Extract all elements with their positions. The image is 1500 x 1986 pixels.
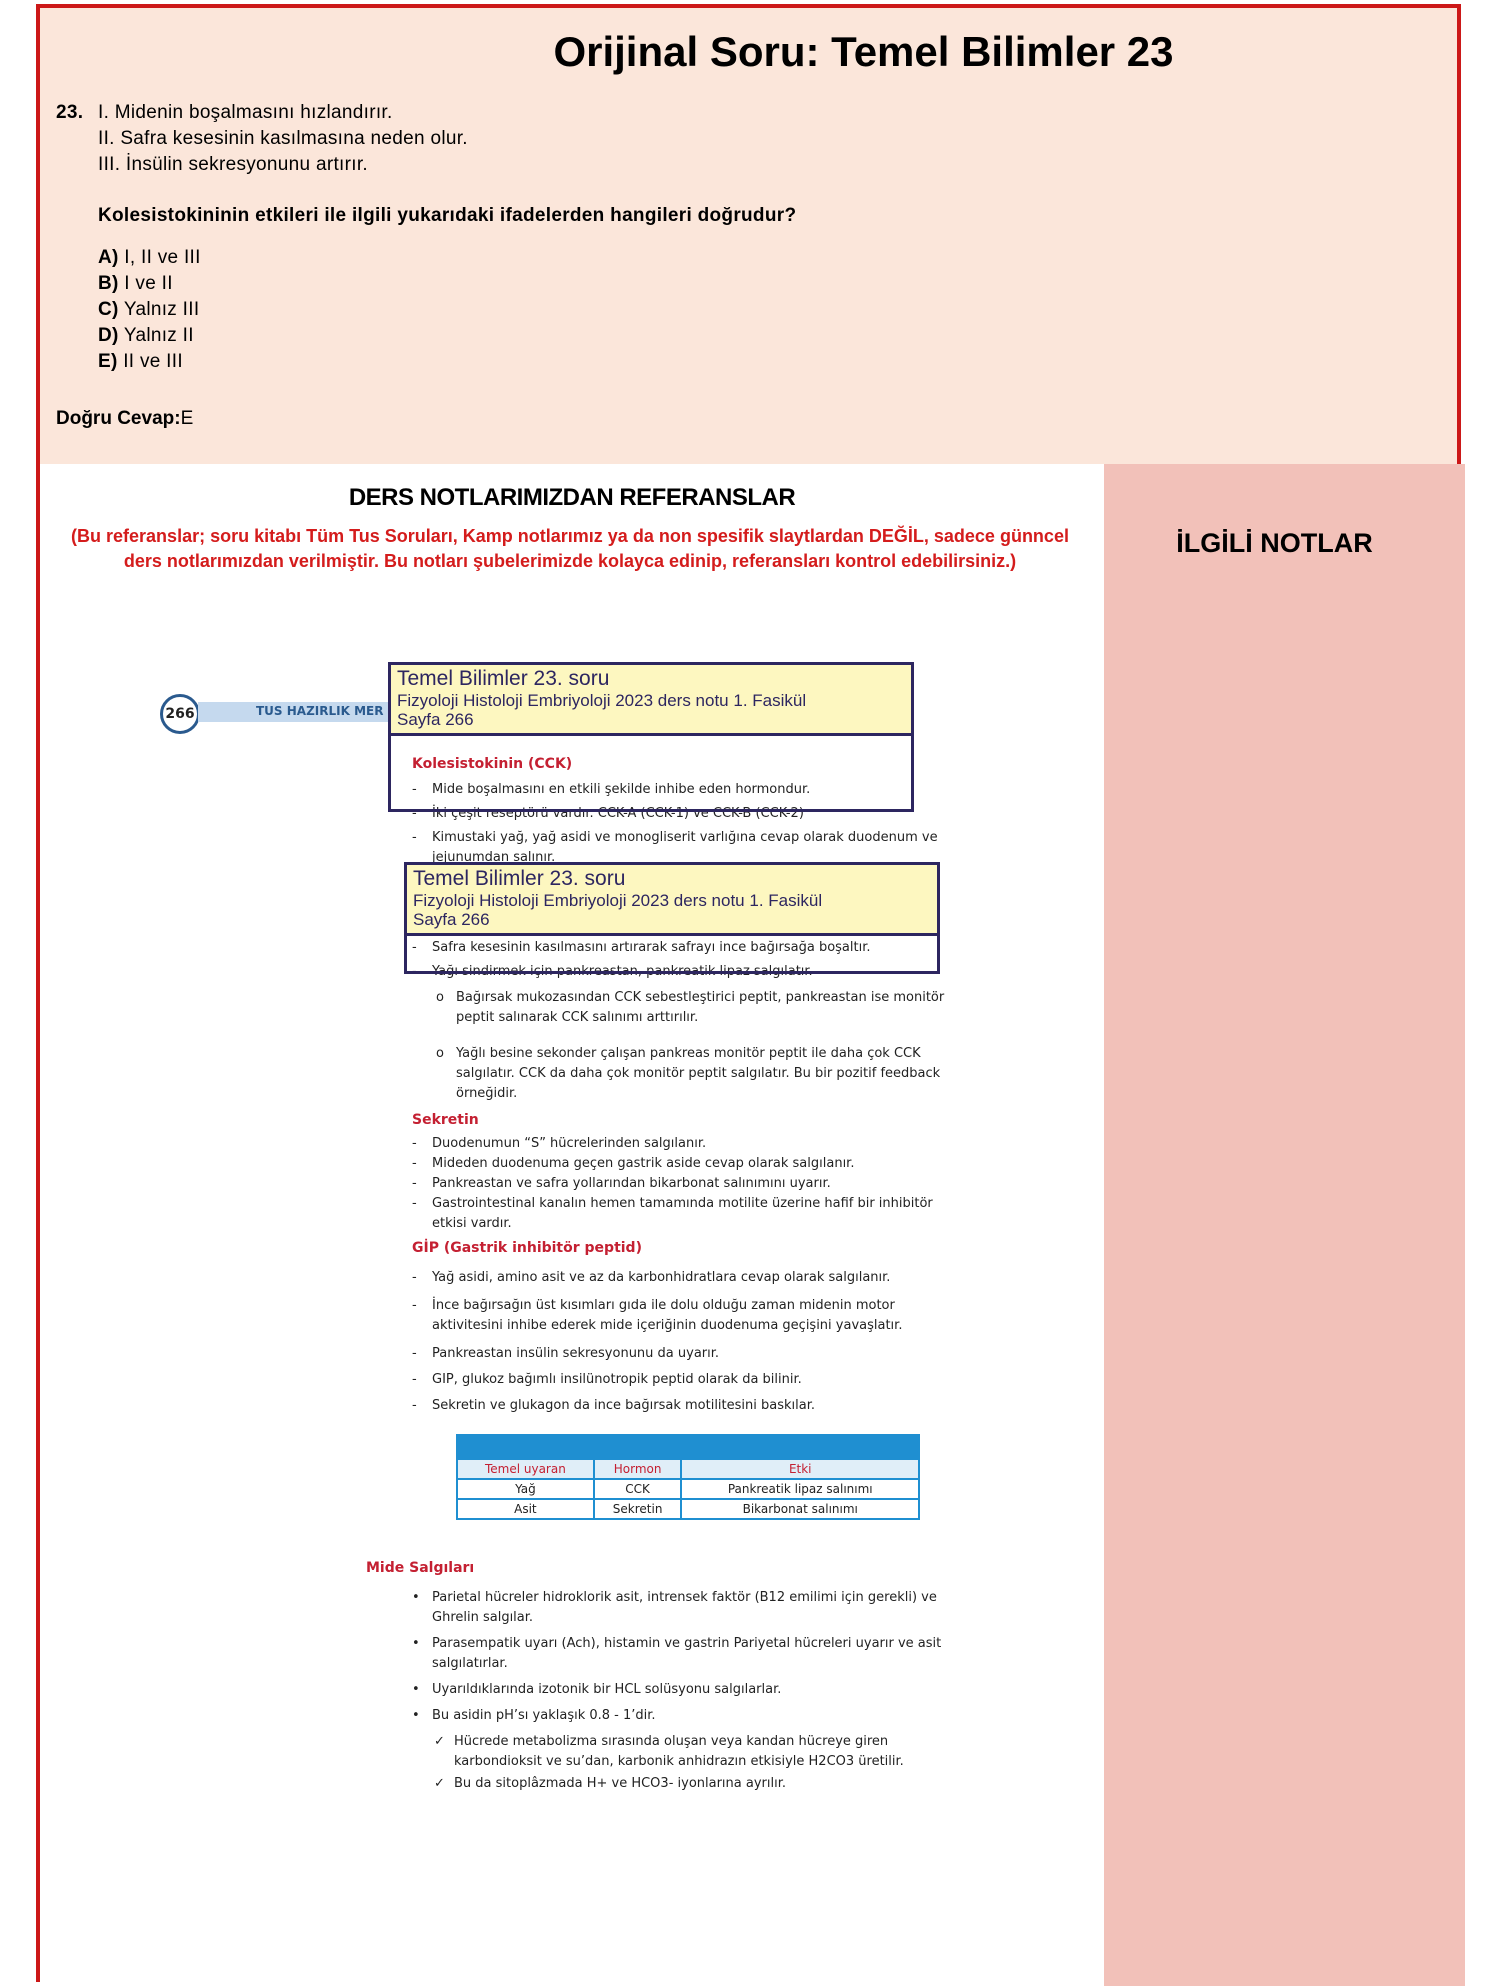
reference-overlay	[388, 662, 914, 812]
gip-heading: GİP (Gastrik inhibitör peptid)	[412, 1240, 642, 1256]
table-header: Etki	[681, 1459, 919, 1479]
book-page-image	[40, 648, 1104, 1791]
book-header-text: TUS HAZIRLIK MER	[256, 704, 384, 718]
cck-line: - İki çeşit reseptörü vardır. CCK-A (CCK-1) ve CCK-B (CCK-2)	[412, 806, 804, 821]
sekretin-line: - Duodenumun “S” hücrelerinden salgılanır.	[412, 1136, 707, 1151]
table-header: Hormon	[594, 1459, 682, 1479]
question-item: I. Midenin boşalmasını hızlandırır.	[98, 102, 393, 123]
gip-line: - GIP, glukoz bağımlı insilünotropik peptid olarak da bilinir.	[412, 1372, 802, 1387]
table-header: Temel uyaran	[457, 1459, 594, 1479]
option-a: A) I, II ve III	[98, 247, 201, 268]
mide-line: • Bu asidin pH’sı yaklaşık 0.8 - 1’dir.	[412, 1708, 656, 1723]
table-row: Yağ CCK Pankreatik lipaz salınımı	[457, 1479, 919, 1499]
gip-line: - Yağ asidi, amino asit ve az da karbonhidratlara cevap olarak salgılanır.	[412, 1270, 891, 1285]
related-notes-title: İLGİLİ NOTLAR	[1176, 528, 1373, 558]
cck-heading: Kolesistokinin (CCK)	[412, 756, 573, 772]
option-b: B) I ve II	[98, 273, 173, 294]
mide-heading: Mide Salgıları	[366, 1560, 475, 1576]
option-c: C) Yalnız III	[98, 299, 200, 320]
sekretin-line: - Pankreastan ve safra yollarından bikarbonat salınımını uyarır.	[412, 1176, 831, 1191]
gip-line: - Pankreastan insülin sekresyonunu da uyarır.	[412, 1346, 720, 1361]
table-band	[456, 1434, 920, 1458]
mide-subline: ✓ Hücrede metabolizma sırasında oluşan veya kandan hücreye giren karbondioksit ve su’dan, karbonik anhidrazın etkisiyle H2CO3 üretilir.	[434, 1734, 904, 1769]
gip-line: - İnce bağırsağın üst kısımları gıda ile dolu olduğu zaman midenin motor aktivitesini inhibe ederek mide içeriğinin duodenuma geçişini yavaşlatır.	[412, 1298, 903, 1333]
mide-line: • Parietal hücreler hidroklorik asit, intrensek faktör (B12 emilimi için gerekli) ve Ghrelin salgılar.	[412, 1590, 937, 1625]
mide-line: • Uyarıldıklarında izotonik bir HCL solüsyonu salgılarlar.	[412, 1682, 782, 1697]
sekretin-heading: Sekretin	[412, 1112, 479, 1128]
reference-overlay-label: Temel Bilimler 23. soru Fizyoloji Histoloji Embriyoloji 2023 ders notu 1. Fasikül Sayfa 266	[391, 665, 911, 736]
question-item: II. Safra kesesinin kasılmasına neden olur.	[98, 128, 468, 149]
question-panel	[40, 8, 1457, 464]
references-heading: DERS NOTLARIMIZDAN REFERANSLAR	[348, 484, 796, 511]
cck-line: - Safra kesesinin kasılmasını artırarak safrayı ince bağırsağa boşaltır.	[412, 940, 871, 955]
reference-overlay-label: Temel Bilimler 23. soru Fizyoloji Histoloji Embriyoloji 2023 ders notu 1. Fasikül Sayfa 266	[407, 865, 937, 936]
cck-line: - Mide boşalmasını en etkili şekilde inhibe eden hormondur.	[412, 782, 811, 797]
question-block	[56, 100, 796, 375]
related-notes-panel	[1104, 464, 1465, 1986]
sekretin-line: - Gastrointestinal kanalın hemen tamamında motilite üzerine hafif bir inhibitör etkisi vardır.	[412, 1196, 933, 1231]
book-page-number: 266	[160, 694, 200, 734]
mide-line: • Parasempatik uyarı (Ach), histamin ve gastrin Pariyetal hücreleri uyarır ve asit salgılatırlar.	[412, 1636, 942, 1671]
option-e: E) II ve III	[98, 351, 183, 372]
cck-line: - Yağı sindirmek için pankreastan, pankreatik lipaz salgılatır.	[412, 964, 813, 979]
page-frame	[36, 4, 1461, 1982]
cck-subline: o Bağırsak mukozasından CCK sebestleştirici peptit, pankreastan ise monitör peptit salınarak CCK salınımı arttırılır.	[436, 990, 945, 1025]
question-number: 23.	[56, 102, 84, 123]
cck-subline: o Yağlı besine sekonder çalışan pankreas monitör peptit ile daha çok CCK salgılatır. CCK da daha çok monitör peptit salgılatır. Bu bir pozitif feedback örneğidir.	[436, 1046, 941, 1101]
page-title: Orijinal Soru: Temel Bilimler 23	[553, 28, 1174, 75]
table-row: Asit Sekretin Bikarbonat salınımı	[457, 1499, 919, 1519]
cck-line: - Kimustaki yağ, yağ asidi ve monogliserit varlığına cevap olarak duodenum ve jejunumdan salınır.	[412, 830, 938, 865]
options-list	[56, 245, 796, 375]
correct-answer: Doğru Cevap:E	[56, 408, 194, 429]
mide-subline: ✓ Bu da sitoplâzmada H+ ve HCO3- iyonlarına ayrılır.	[434, 1776, 787, 1791]
question-stem: Kolesistokininin etkileri ile ilgili yukarıdaki ifadelerden hangileri doğrudur?	[98, 205, 797, 226]
gip-line: - Sekretin ve glukagon da ince bağırsak motilitesini baskılar.	[412, 1398, 815, 1413]
hormone-table	[456, 1458, 920, 1520]
question-item: III. İnsülin sekresyonunu artırır.	[98, 154, 368, 175]
sekretin-line: - Mideden duodenuma geçen gastrik aside cevap olarak salgılanır.	[412, 1156, 855, 1171]
reference-overlay	[404, 862, 940, 974]
option-d: D) Yalnız II	[98, 325, 194, 346]
references-note: (Bu referanslar; soru kitabı Tüm Tus Soruları, Kamp notlarımız ya da non spesifik slaytlardan DEĞİL, sadece günncel ders notlarımızdan verilmiştir. Bu notları şubelerimizde kolayca edinip, referansları kontrol edebilirsiniz.)	[71, 526, 1069, 571]
